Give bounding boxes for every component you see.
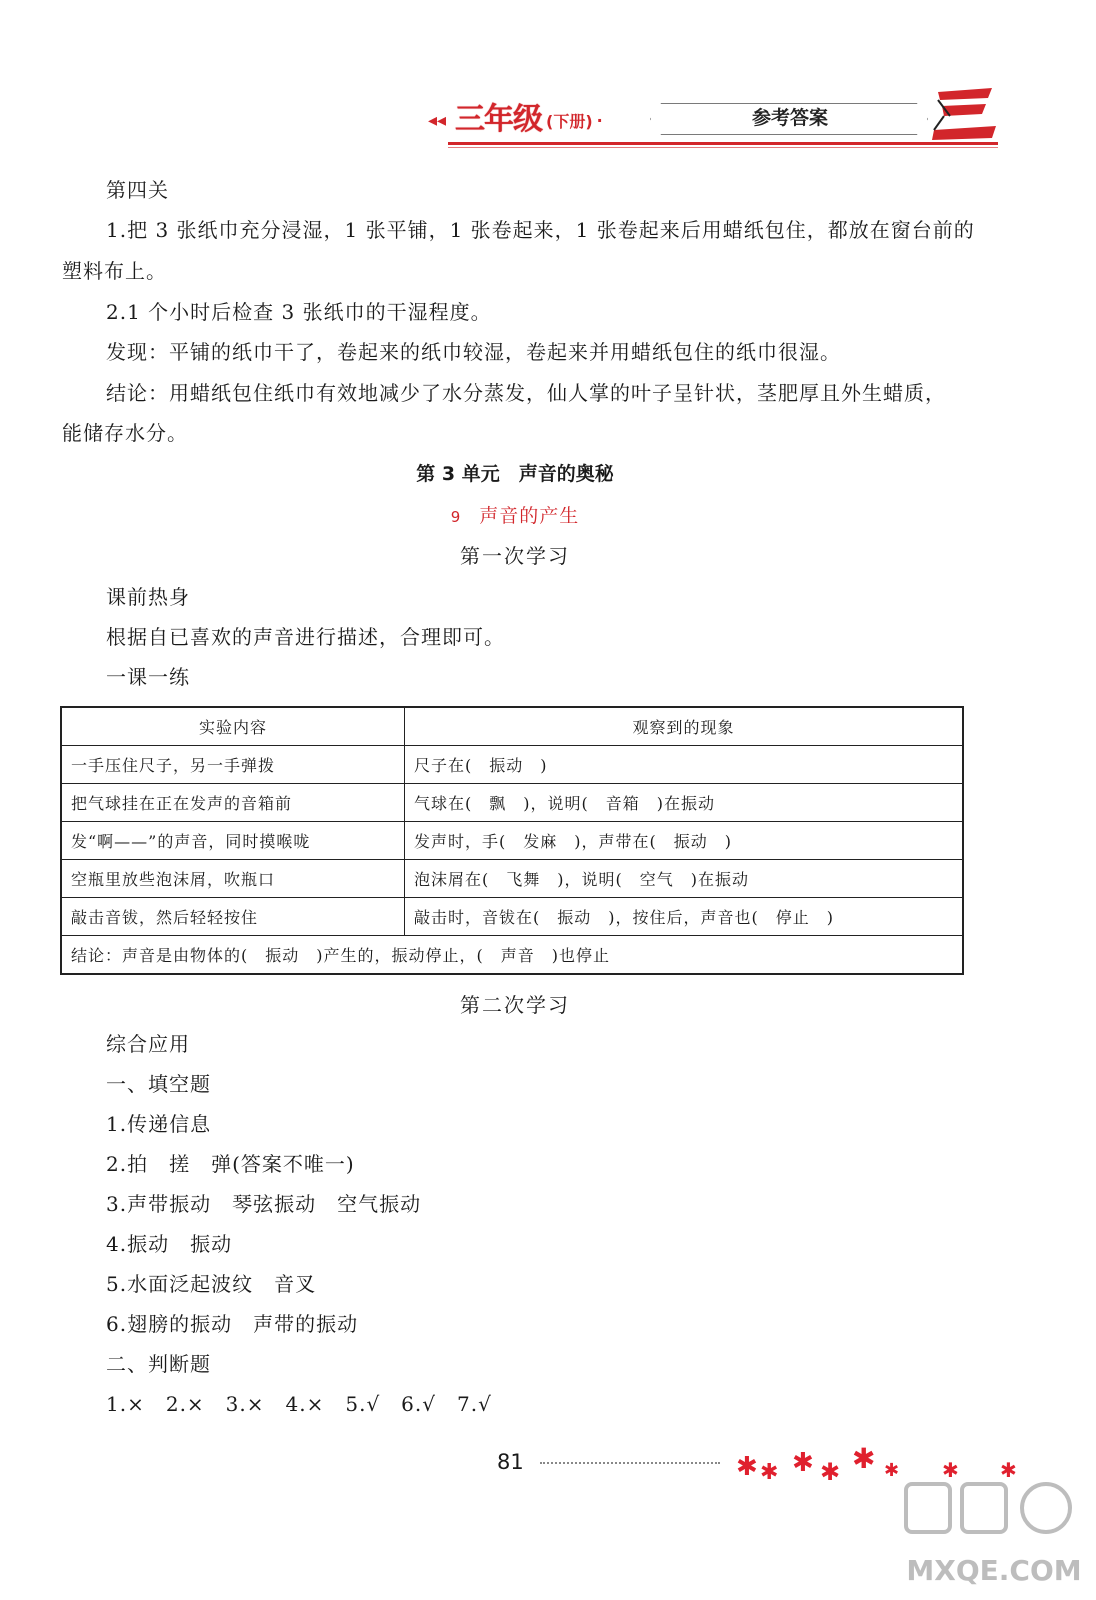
step-1-line-2: 塑料布上。 (62, 259, 167, 283)
warmup-answer: 根据自已喜欢的声音进行描述，合理即可。 (106, 625, 505, 649)
apply-label: 综合应用 (106, 1032, 190, 1056)
step-1-line-1: 1.把 3 张纸巾充分浸湿，1 张平铺，1 张卷起来，1 张卷起来后用蜡纸包住，都放在窗台前的 (106, 218, 975, 242)
fill-answer: 1.传递信息 (106, 1112, 212, 1136)
experiment-cell: 把气球挂在正在发声的音箱前 (61, 784, 405, 822)
fill-answer: 5.水面泛起波纹 音叉 (106, 1272, 317, 1296)
lesson-title (0, 502, 1030, 531)
star-icon: ✱ (760, 1460, 779, 1485)
lesson-number: 9 (450, 508, 462, 526)
conclusion-line-2: 能储存水分。 (62, 421, 188, 445)
observation-cell: 尺子在( 振动 ) (405, 746, 964, 784)
conclusion-cell: 结论：声音是由物体的( 振动 )产生的，振动停止，( 声音 )也停止 (61, 936, 963, 975)
step-2: 2.1 个小时后检查 3 张纸巾的干湿程度。 (106, 300, 492, 324)
star-icon: ✱ (736, 1452, 758, 1482)
column-header: 实验内容 (61, 707, 405, 746)
fill-answer: 6.翅膀的振动 声带的振动 (106, 1312, 359, 1336)
volume-label: (下册) (546, 111, 593, 131)
finding: 发现：平铺的纸巾干了，卷起来的纸巾较湿，卷起来并用蜡纸包住的纸巾很湿。 (106, 340, 841, 364)
column-header: 观察到的现象 (405, 707, 964, 746)
fill-answer: 3.声带振动 琴弦振动 空气振动 (106, 1192, 422, 1216)
warmup-label: 课前热身 (106, 585, 190, 609)
grade-label: 三年级 (455, 102, 542, 137)
fill-answer: 2.拍 搓 弹(答案不唯一) (106, 1152, 355, 1176)
star-icon: ✱ (884, 1460, 900, 1481)
series-logo-icon (930, 86, 1000, 144)
watermark-text: MXQE.COM (906, 1554, 1082, 1587)
star-icon: ✱ (942, 1458, 959, 1482)
back-arrow-icon: ◂◂ (428, 110, 447, 131)
table-header-row (61, 707, 963, 746)
experiment-cell: 一手压住尺子，另一手弹拨 (61, 746, 405, 784)
table-conclusion-row (61, 936, 963, 975)
star-icon: ✱ (792, 1448, 814, 1478)
grade-badge (455, 96, 603, 136)
table-row (61, 898, 963, 936)
level-title: 第四关 (106, 178, 169, 202)
star-icon: ✱ (1000, 1458, 1017, 1482)
table-row (61, 746, 963, 784)
experiment-cell: 空瓶里放些泡沫屑，吹瓶口 (61, 860, 405, 898)
second-study-title: 第二次学习 (460, 993, 570, 1017)
table-row (61, 822, 963, 860)
fill-blank-label: 一、填空题 (106, 1072, 211, 1096)
header-rule (448, 142, 998, 145)
fill-answer: 4.振动 振动 (106, 1232, 233, 1256)
observation-cell: 气球在( 飘 )，说明( 音箱 )在振动 (405, 784, 964, 822)
conclusion-line-1: 结论：用蜡纸包住纸巾有效地减少了水分蒸发，仙人掌的叶子呈针状，茎肥厚且外生蜡质， (106, 381, 946, 405)
observation-cell: 泡沫屑在( 飞舞 )，说明( 空气 )在振动 (405, 860, 964, 898)
experiment-cell: 发“啊——”的声音，同时摸喉咙 (61, 822, 405, 860)
lesson-name: 声音的产生 (479, 505, 580, 527)
answer-banner-label: 参考答案 (751, 107, 828, 129)
observation-cell: 敲击时，音钹在( 振动 )，按住后，声音也( 停止 ) (405, 898, 964, 936)
judge-answers: 1.× 2.× 3.× 4.× 5.√ 6.√ 7.√ (106, 1392, 492, 1416)
header-rule-thin (448, 147, 998, 148)
first-study-title: 第一次学习 (460, 544, 570, 568)
star-icon: ✱ (852, 1442, 876, 1475)
experiment-cell: 敲击音钹，然后轻轻按住 (61, 898, 405, 936)
practice-label: 一课一练 (106, 665, 190, 689)
footer-dotted-rule (540, 1462, 720, 1464)
experiment-table (60, 706, 964, 975)
table-row (61, 784, 963, 822)
unit-title: 第 3 单元 声音的奥秘 (416, 463, 614, 485)
page-number: 81 (497, 1450, 524, 1474)
judge-label: 二、判断题 (106, 1352, 211, 1376)
star-icon: ✱ (820, 1458, 841, 1486)
watermark-logo (896, 1470, 1092, 1594)
header-dot: · (596, 110, 603, 130)
observation-cell: 发声时，手( 发麻 )，声带在( 振动 ) (405, 822, 964, 860)
table-row (61, 860, 963, 898)
